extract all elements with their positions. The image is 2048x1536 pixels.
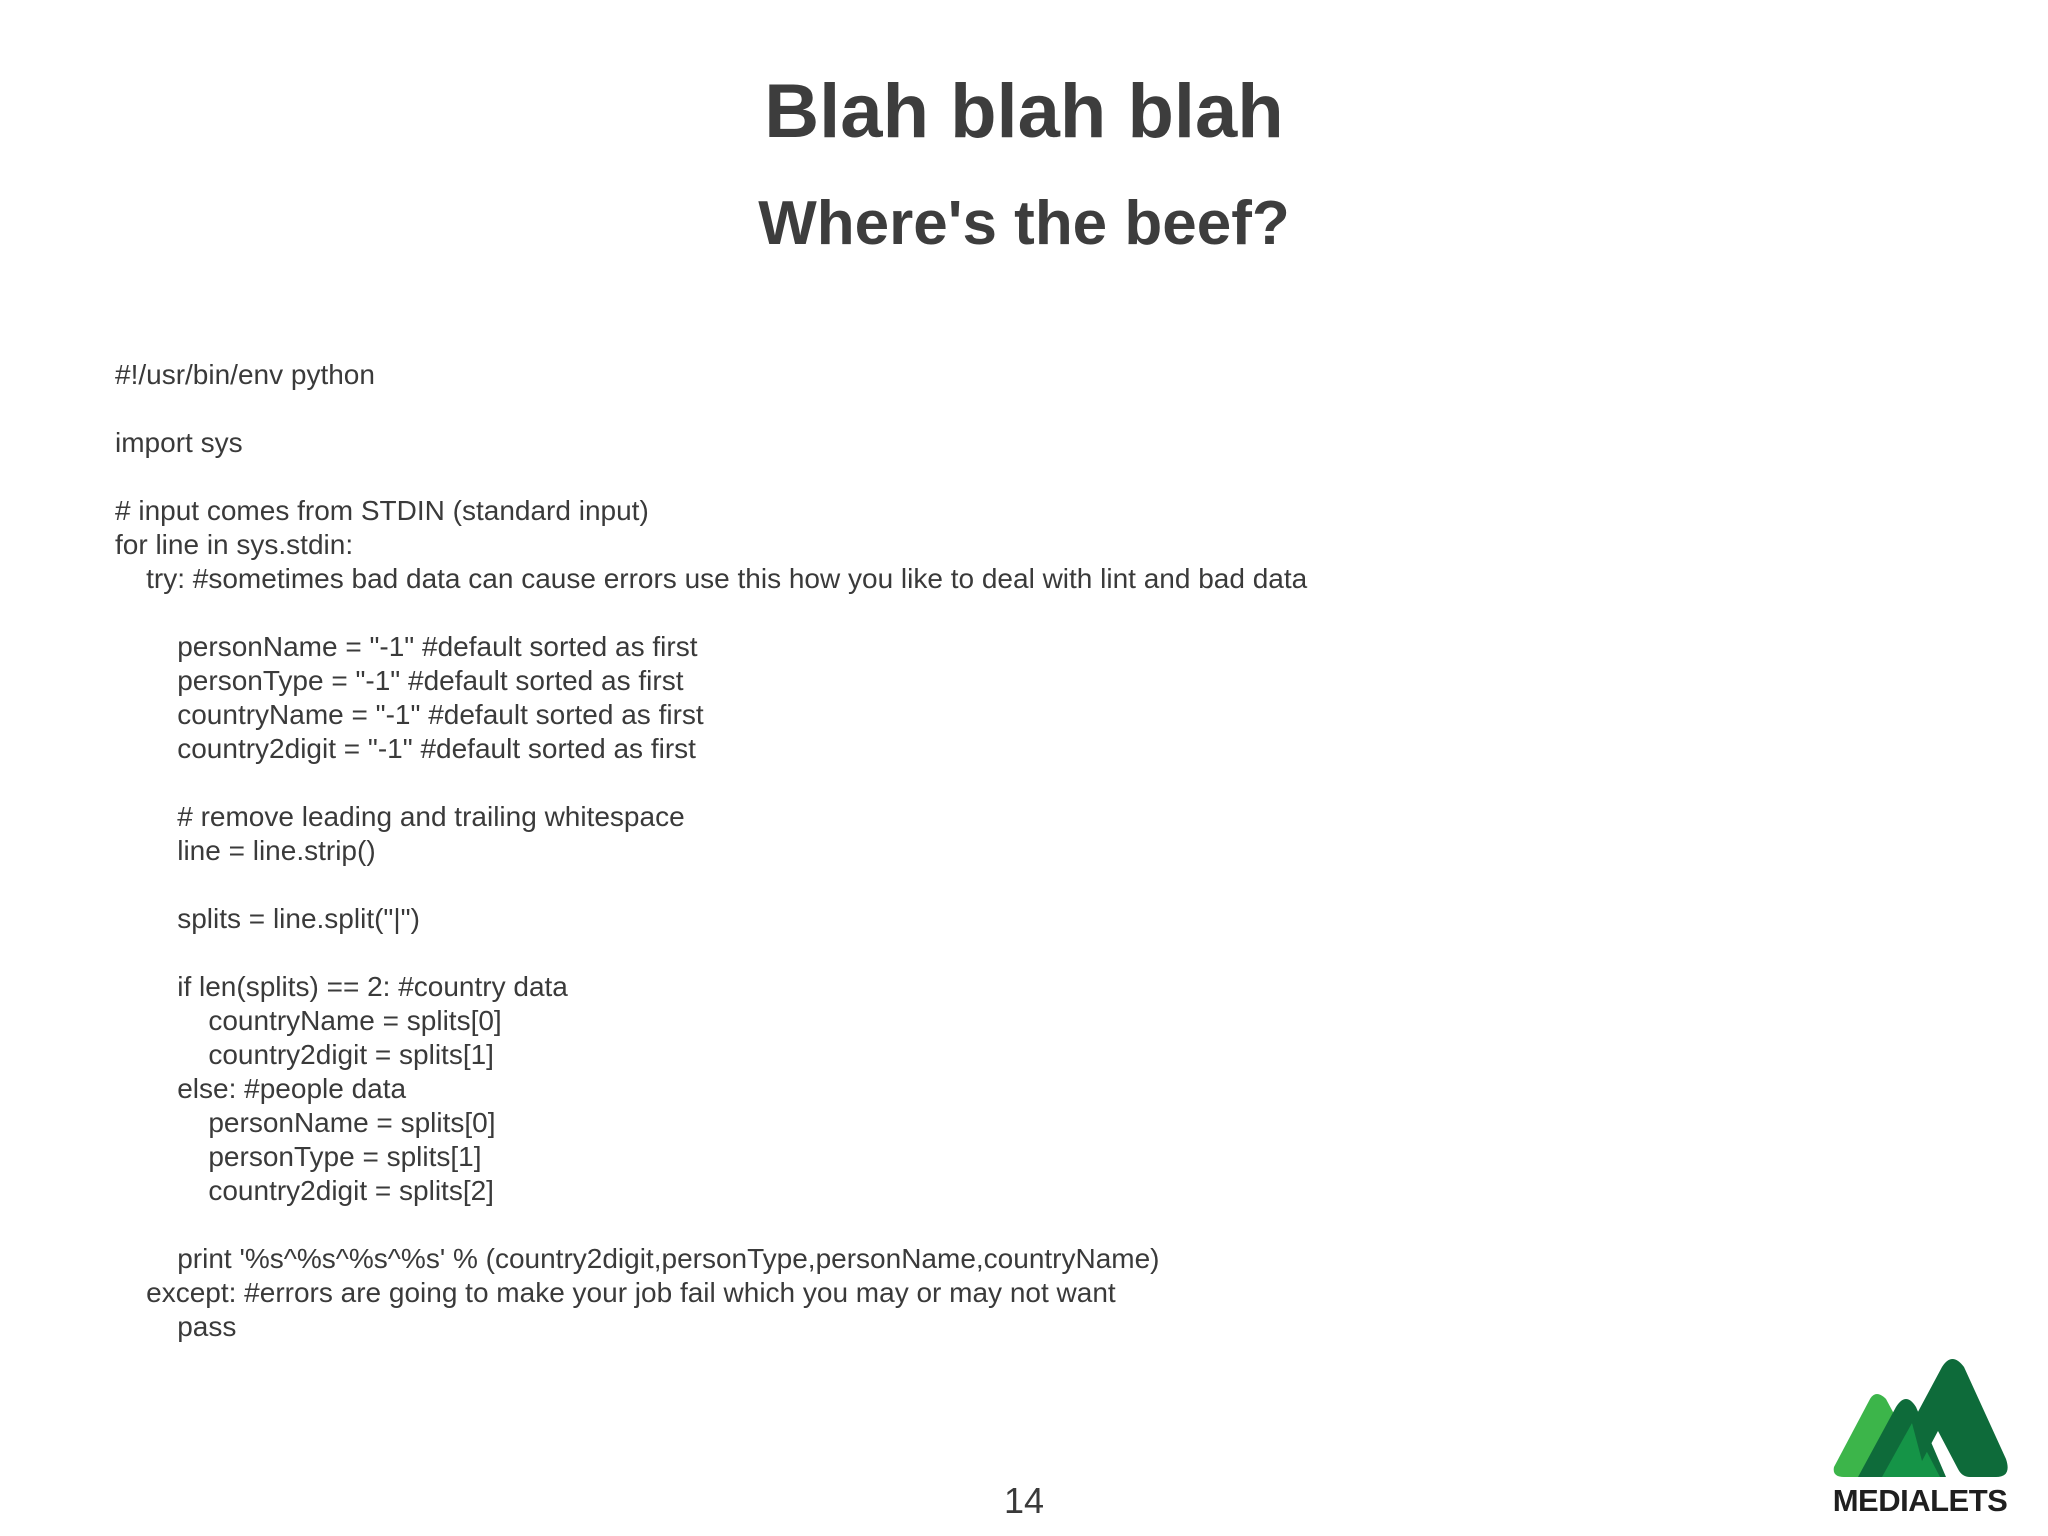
code-line: # input comes from STDIN (standard input): [115, 495, 649, 526]
code-line: [115, 868, 1815, 902]
code-line: line = line.strip(): [115, 835, 376, 866]
code-line: else: #people data: [115, 1073, 407, 1104]
code-line: [115, 1208, 1815, 1242]
code-line: [115, 766, 1815, 800]
code-line: country2digit = "-1" #default sorted as first: [115, 733, 696, 764]
code-line: personName = "-1" #default sorted as first: [115, 631, 698, 662]
code-line: print '%s^%s^%s^%s' % (country2digit,personType,personName,countryName): [115, 1243, 1160, 1274]
code-line: splits = line.split("|"): [115, 903, 420, 934]
code-line: [115, 936, 1815, 970]
code-line: #!/usr/bin/env python: [115, 359, 375, 390]
slide-subtitle: Where's the beef?: [758, 189, 1290, 258]
logo-wordmark: MEDIALETS: [1832, 1483, 2008, 1518]
code-line: except: #errors are going to make your job fail which you may or may not want: [115, 1277, 1116, 1308]
code-line: # remove leading and trailing whitespace: [115, 801, 685, 832]
code-line: if len(splits) == 2: #country data: [115, 971, 568, 1002]
page-number: 14: [1003, 1480, 1045, 1521]
code-line: pass: [115, 1311, 237, 1342]
code-line: try: #sometimes bad data can cause errors use this how you like to deal with lint and bad data: [115, 563, 1308, 594]
code-listing: [115, 358, 1815, 1344]
code-line: [115, 460, 1815, 494]
code-line: country2digit = splits[2]: [115, 1175, 494, 1206]
code-line: for line in sys.stdin:: [115, 529, 354, 560]
code-line: countryName = splits[0]: [115, 1005, 502, 1036]
code-line: countryName = "-1" #default sorted as first: [115, 699, 704, 730]
code-line: personName = splits[0]: [115, 1107, 496, 1138]
code-line: personType = "-1" #default sorted as first: [115, 665, 684, 696]
code-line: [115, 596, 1815, 630]
code-line: country2digit = splits[1]: [115, 1039, 494, 1070]
medialets-logo: [1830, 1355, 2010, 1525]
medialets-m-logo-icon: [1830, 1355, 2010, 1480]
code-line: [115, 392, 1815, 426]
slide-title: Blah blah blah: [764, 69, 1284, 154]
code-line: personType = splits[1]: [115, 1141, 482, 1172]
code-line: import sys: [115, 427, 243, 458]
